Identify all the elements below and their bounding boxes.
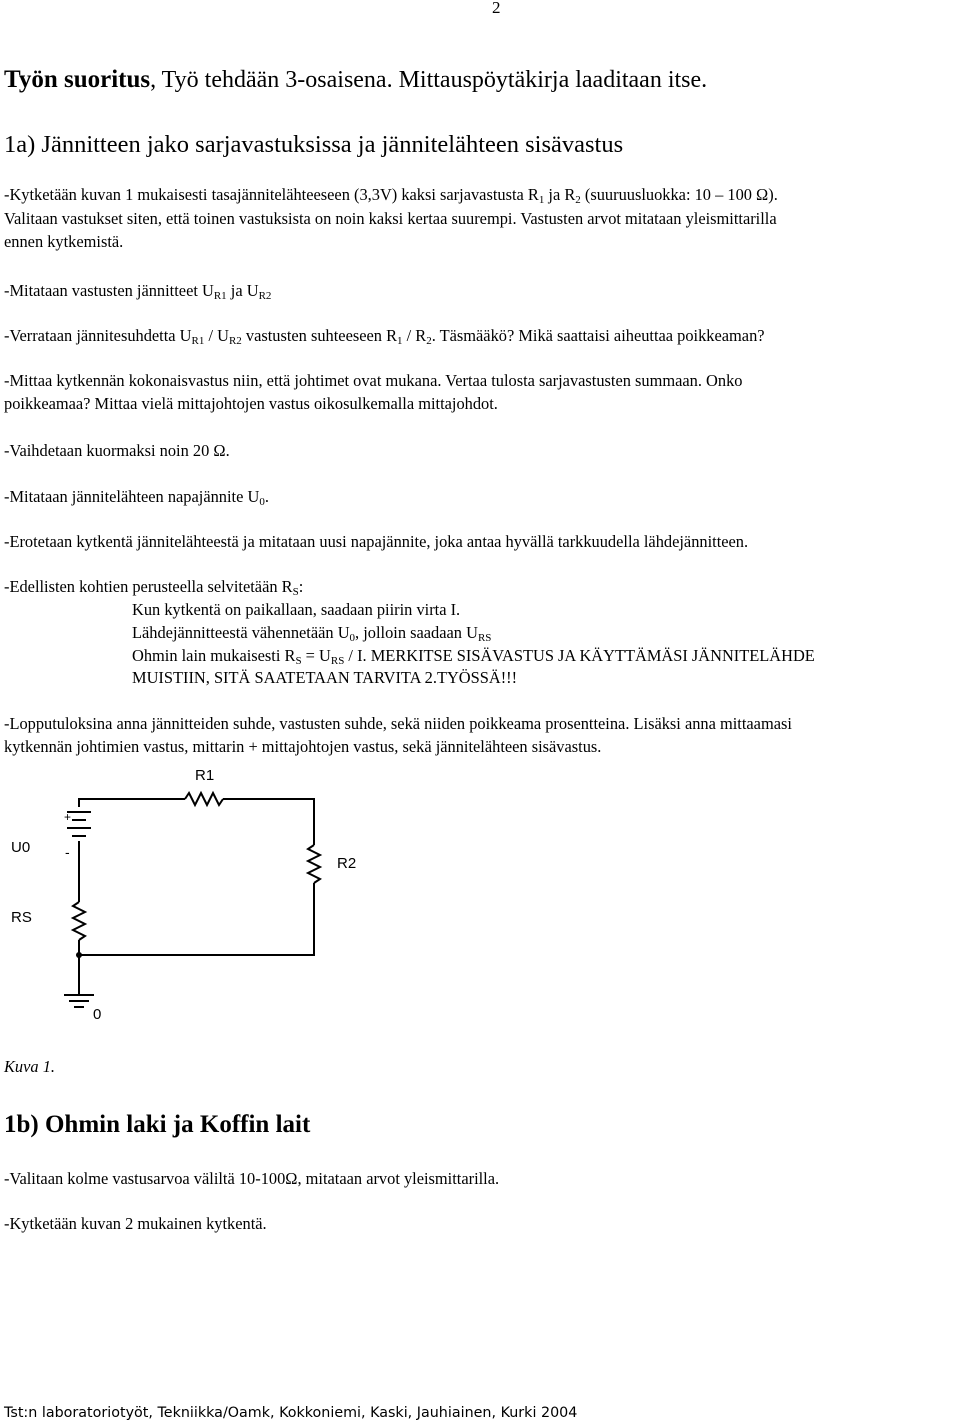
para-terminal-voltage: -Mitataan jännitelähteen napajännite $U_0$. (4, 487, 269, 508)
rs-step-4: MUISTIIN, SITÄ SAATETAAN TARVITA 2.TYÖSSÄ!!! (132, 668, 518, 687)
resistor-r1 (185, 793, 223, 805)
para-connect-line3: ennen kytkemistä. (4, 232, 124, 251)
para-disconnect: -Erotetaan kytkentä jännitelähteestä ja mitataan uusi napajännite, joka antaa hyvällä tarkkuudella lähdejännitteen. (4, 532, 749, 551)
label-plus: + (64, 810, 72, 824)
rs-step-3: Ohmin lain mukaisesti $R_S = U_{RS} / I$. MERKITSE SISÄVASTUS JA KÄYTTÄMÄSI JÄNNITELÄHDE (132, 646, 815, 667)
label-r2: R2 (337, 855, 357, 872)
heading-rest: , Työ tehdään 3-osaisena. Mittauspöytäkirja laaditaan itse. (150, 67, 708, 93)
para-connect-fig2: -Kytketään kuvan 2 mukainen kytkentä. (4, 1214, 267, 1233)
junction-node (76, 952, 82, 958)
heading-1a: 1a) Jännitteen jako sarjavastuksissa ja jännitelähteen sisävastus (4, 131, 624, 158)
para-determine-rs: -Edellisten kohtien perusteella selvitetään $R_S$: (4, 577, 304, 598)
label-minus: - (65, 844, 70, 860)
wire-right (79, 883, 314, 955)
wire-top-right (223, 799, 314, 845)
heading-bold-part: Työn suoritus (4, 66, 151, 93)
para-total-resistance-line2: poikkeamaa? Mittaa vielä mittajohtojen vastus oikosulkemalla mittajohdot. (4, 394, 498, 413)
wire-top (79, 799, 185, 807)
para-select-resistors: -Valitaan kolme vastusarvoa väliltä 10-100Ω, mitataan arvot yleismittarilla. (4, 1169, 500, 1188)
label-u0: U0 (11, 839, 31, 856)
label-rs: RS (11, 909, 32, 926)
para-compare-ratio: -Verrataan jännitesuhdetta $U_{R1} / U_{R2}$ vastusten suhteeseen $R_1 / R_2$. Täsmääkö? Mikä saattaisi aiheuttaa poikkeaman? (4, 326, 765, 347)
resistor-rs (73, 902, 85, 940)
label-ground: 0 (93, 1006, 102, 1023)
resistor-r2 (308, 845, 320, 883)
heading-1b: 1b) Ohmin laki ja Koffin lait (4, 1111, 311, 1138)
figure-caption: Kuva 1. (4, 1057, 55, 1076)
circuit-diagram (0, 760, 400, 1030)
para-results-line1: -Lopputuloksina anna jännitteiden suhde, vastusten suhde, sekä niiden poikkeama prosentteina. Lisäksi anna mittaamasi (4, 714, 792, 733)
para-change-load: -Vaihdetaan kuormaksi noin 20 Ω. (4, 441, 230, 460)
para-results-line2: kytkennän johtimien vastus, mittarin + mittajohtojen vastus, sekä jännitelähteen sisävastus. (4, 737, 602, 756)
para-connect-line1: -Kytketään kuvan 1 mukaisesti tasajännitelähteeseen (3,3V) kaksi sarjavastusta $R_1$ ja $R_2$ (suuruusluokka: 10 – 100 Ω). (4, 185, 778, 206)
page-footer: Tst:n laboratoriotyöt, Tekniikka/Oamk, Kokkoniemi, Kaski, Jauhiainen, Kurki 2004 (4, 1405, 578, 1421)
section-heading-work-procedure (4, 66, 707, 94)
label-r1: R1 (195, 767, 215, 784)
para-connect-line2: Valitaan vastukset siten, että toinen vastuksista on noin kaksi kertaa suurempi. Vastusten arvot mitataan yleismittarilla (4, 209, 777, 228)
para-total-resistance-line1: -Mittaa kytkennän kokonaisvastus niin, että johtimet ovat mukana. Vertaa tulosta sarjavastusten summaan. Onko (4, 371, 743, 390)
para-measure-voltages: -Mitataan vastusten jännitteet $U_{R1}$ ja $U_{R2}$ (4, 281, 272, 302)
rs-step-1: Kun kytkentä on paikallaan, saadaan piirin virta I. (132, 600, 461, 619)
page-number: 2 (492, 0, 501, 17)
rs-step-2: Lähdejännitteestä vähennetään $U_0$, jolloin saadaan $U_{RS}$ (132, 623, 492, 644)
